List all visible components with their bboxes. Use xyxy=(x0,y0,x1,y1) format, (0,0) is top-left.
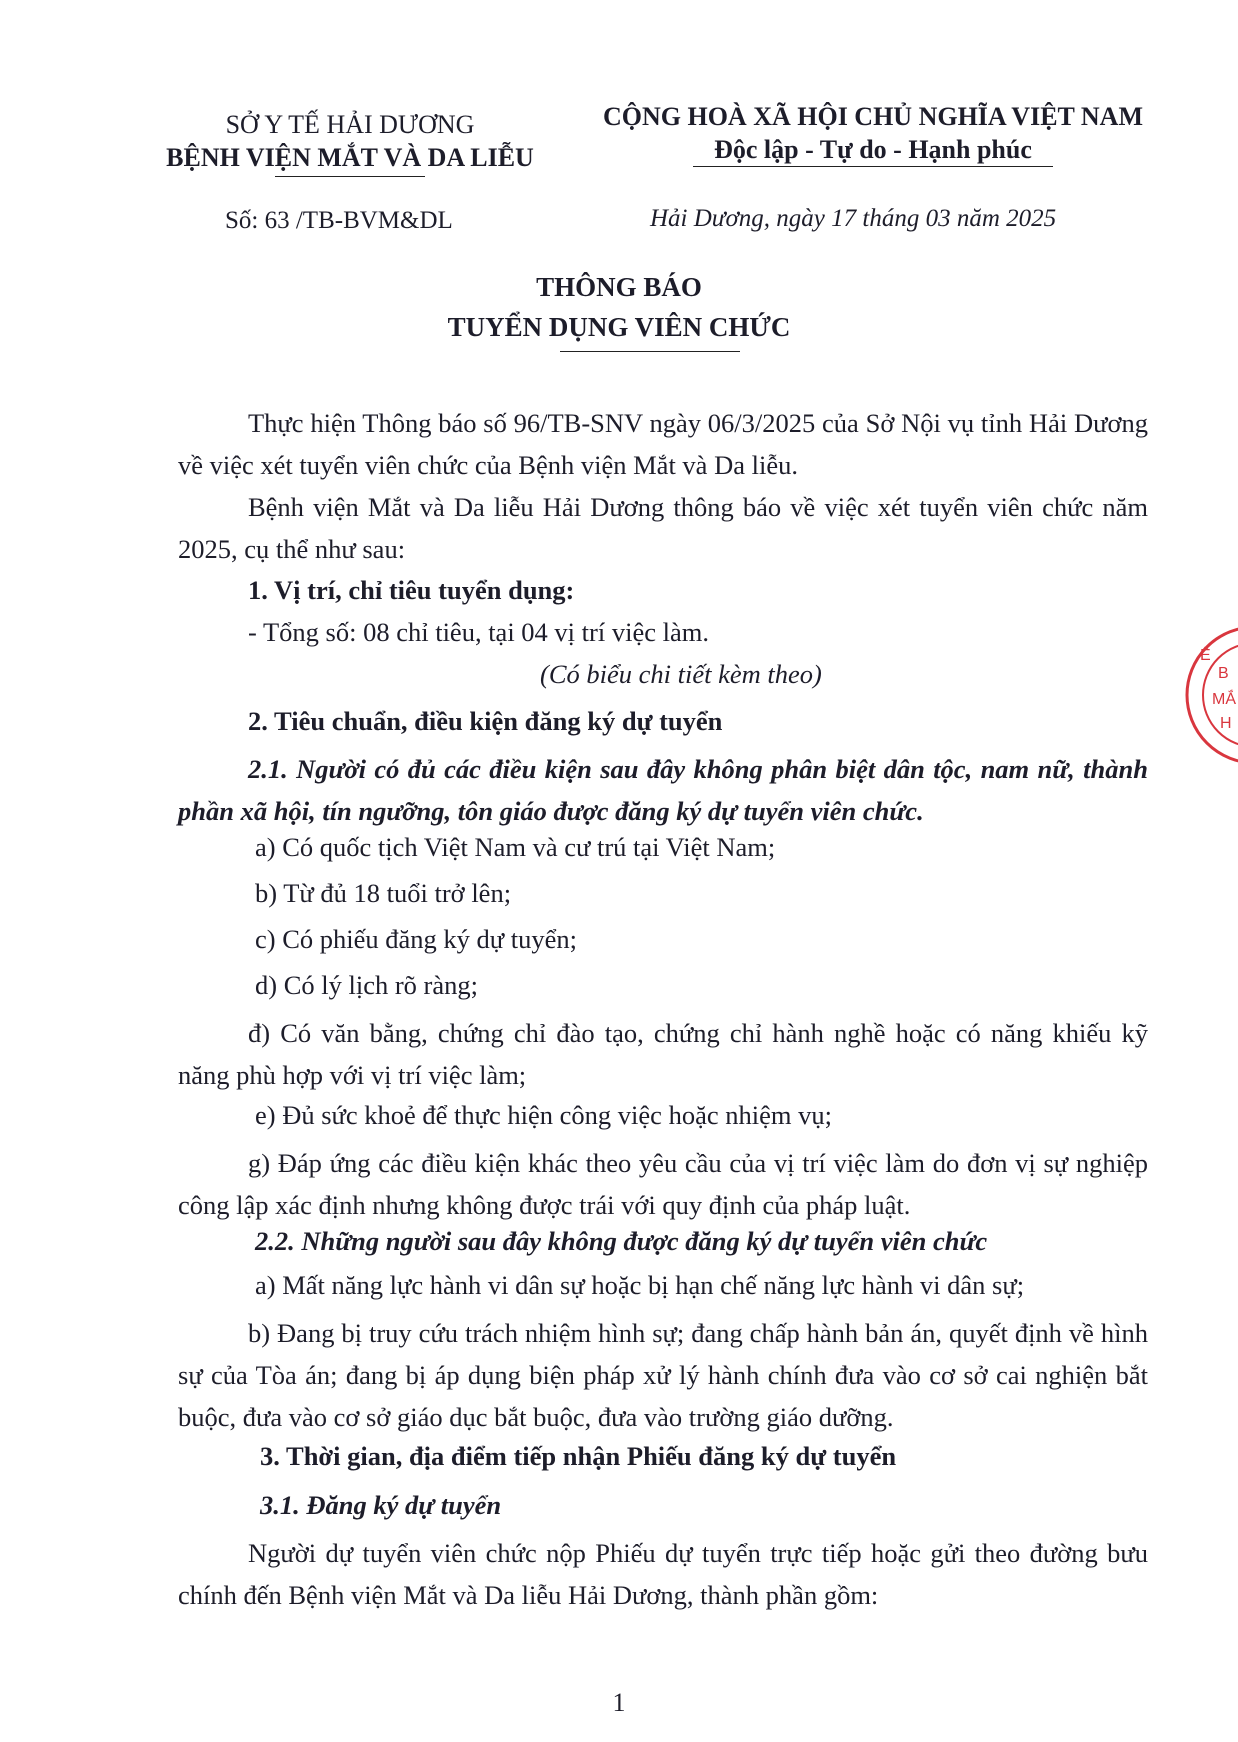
nation-name: CỘNG HOÀ XÃ HỘI CHỦ NGHĨA VIỆT NAM xyxy=(602,102,1144,131)
national-heading xyxy=(578,100,1168,167)
section-1-heading: 1. Vị trí, chỉ tiêu tuyển dụng: xyxy=(248,575,575,605)
paragraph-intro: Thực hiện Thông báo số 96/TB-SNV ngày 06/3/2025 của Sở Nội vụ tỉnh Hải Dương về việc xét tuyển viên chức của Bệnh viện Mắt và Da liễu. xyxy=(178,408,1148,480)
condition-c: c) Có phiếu đăng ký dự tuyển; xyxy=(255,924,577,954)
document-title: THÔNG BÁO xyxy=(536,272,702,302)
issuer-underline xyxy=(275,176,425,177)
document-number: Số: 63 /TB-BVM&DL xyxy=(225,207,453,234)
section-2-2-heading: 2.2. Những người sau đây không được đăng ký dự tuyển viên chức xyxy=(255,1226,988,1256)
document-date: Hải Dương, ngày 17 tháng 03 năm 2025 xyxy=(650,205,1057,232)
section-3-heading: 3. Thời gian, địa điểm tiếp nhận Phiếu đăng ký dự tuyển xyxy=(260,1441,897,1471)
title-underline xyxy=(560,351,740,352)
official-seal-icon xyxy=(1180,620,1238,770)
section-3-1-heading: 3.1. Đăng ký dự tuyển xyxy=(260,1490,502,1520)
svg-text:H: H xyxy=(1220,715,1232,732)
condition-dd: đ) Có văn bằng, chứng chỉ đào tạo, chứng chỉ hành nghề hoặc có năng khiếu kỹ năng phù hợp với vị trí việc làm; xyxy=(178,1018,1148,1090)
page-number: 1 xyxy=(612,1688,626,1717)
condition-a: a) Có quốc tịch Việt Nam và cư trú tại Việt Nam; xyxy=(255,832,776,862)
section-1-note: (Có biểu chi tiết kèm theo) xyxy=(540,659,822,689)
document-subtitle: TUYỂN DỤNG VIÊN CHỨC xyxy=(447,312,791,342)
svg-text:B: B xyxy=(1218,665,1229,682)
issuer-block xyxy=(135,108,565,177)
department-name: SỞ Y TẾ HẢI DƯƠNG xyxy=(225,110,475,139)
exclusion-a: a) Mất năng lực hành vi dân sự hoặc bị hạn chế năng lực hành vi dân sự; xyxy=(255,1270,1025,1300)
section-1-total: - Tổng số: 08 chỉ tiêu, tại 04 vị trí việc làm. xyxy=(248,617,709,647)
condition-e: e) Đủ sức khoẻ để thực hiện công việc hoặc nhiệm vụ; xyxy=(255,1100,832,1130)
section-2-1: 2.1. Người có đủ các điều kiện sau đây không phân biệt dân tộc, nam nữ, thành phần xã hội, tín ngưỡng, tôn giáo được đăng ký dự tuyển viên chức. xyxy=(178,754,1148,826)
exclusion-b: b) Đang bị truy cứu trách nhiệm hình sự; đang chấp hành bản án, quyết định về hình sự của Tòa án; đang bị áp dụng biện pháp xử lý hành chính đưa vào cơ sở cai nghiện bắt buộc, đưa vào cơ sở giáo dục bắt buộc, đưa vào trường giáo dưỡng. xyxy=(178,1318,1148,1432)
section-2-heading: 2. Tiêu chuẩn, điều kiện đăng ký dự tuyển xyxy=(248,706,723,736)
svg-text:Ế: Ế xyxy=(1200,647,1211,664)
motto-underline xyxy=(693,166,1053,167)
condition-d: d) Có lý lịch rõ ràng; xyxy=(255,970,478,1000)
condition-b: b) Từ đủ 18 tuổi trở lên; xyxy=(255,878,512,908)
national-motto: Độc lập - Tự do - Hạnh phúc xyxy=(714,135,1032,164)
paragraph-announcement: Bệnh viện Mắt và Da liễu Hải Dương thông báo về việc xét tuyển viên chức năm 2025, cụ thể như sau: xyxy=(178,492,1148,564)
hospital-name: BỆNH VIỆN MẮT VÀ DA LIỄU xyxy=(166,143,534,172)
svg-text:MẮ: MẮ xyxy=(1212,691,1236,708)
paragraph-registration: Người dự tuyển viên chức nộp Phiếu dự tuyển trực tiếp hoặc gửi theo đường bưu chính đến Bệnh viện Mắt và Da liễu Hải Dương, thành phần gồm: xyxy=(178,1538,1148,1610)
condition-g: g) Đáp ứng các điều kiện khác theo yêu cầu của vị trí việc làm do đơn vị sự nghiệp công lập xác định nhưng không được trái với quy định của pháp luật. xyxy=(178,1148,1148,1220)
